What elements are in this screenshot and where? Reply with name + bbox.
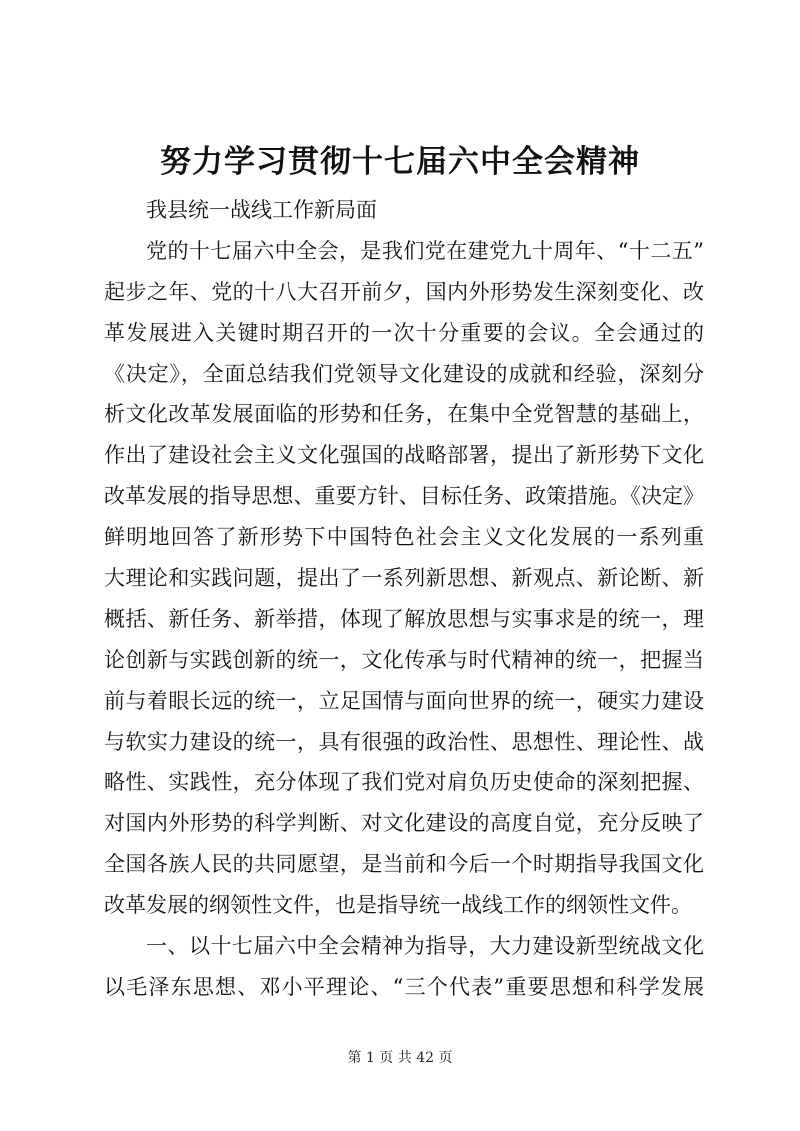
body-line: 改革发展的指导思想、重要方针、目标任务、政策措施。《决定》 [104,484,704,509]
body-line: 概括、新任务、新举措，体现了解放思想与实事求是的统一，理 [104,606,704,631]
subtitle-line: 我县统一战线工作新局面 [146,198,377,222]
body-line: 党的十七届六中全会，是我们党在建党九十周年、“十二五” [146,238,704,263]
page-title: 努力学习贯彻十七届六中全会精神 [160,144,640,180]
body-line: 全国各族人民的共同愿望，是当前和今后一个时期指导我国文化 [104,852,704,877]
body-line: 析文化改革发展面临的形势和任务，在集中全党智慧的基础上， [104,402,704,427]
body-line: 革发展进入关键时期召开的一次十分重要的会议。全会通过的 [104,320,704,345]
body-line: 大理论和实践问题，提出了一系列新思想、新观点、新论断、新 [104,566,704,591]
body-line: 论创新与实践创新的统一，文化传承与时代精神的统一，把握当 [104,647,704,672]
body-line: 《决定》，全面总结我们党领导文化建设的成就和经验，深刻分 [104,361,704,386]
body-line: 起步之年、党的十八大召开前夕，国内外形势发生深刻变化、改 [104,279,704,304]
body-line: 对国内外形势的科学判断、对文化建设的高度自觉，充分反映了 [104,811,704,836]
body-line: 以毛泽东思想、邓小平理论、“三个代表”重要思想和科学发展 [104,974,704,999]
section-heading-line: 一、以十七届六中全会精神为指导，大力建设新型统战文化 [146,934,704,959]
body-line: 前与着眼长远的统一，立足国情与面向世界的统一，硬实力建设 [104,688,704,713]
body-line: 与软实力建设的统一，具有很强的政治性、思想性、理论性、战 [104,729,704,754]
document-body [104,190,704,1008]
body-line: 作出了建设社会主义文化强国的战略部署，提出了新形势下文化 [104,443,704,468]
body-line: 改革发展的纲领性文件，也是指导统一战线工作的纲领性文件。 [104,893,692,918]
page-footer: 第 1 页 共 42 页 [347,1050,453,1066]
body-line: 略性、实践性，充分体现了我们党对肩负历史使命的深刻把握、 [104,770,704,795]
body-line: 鲜明地回答了新形势下中国特色社会主义文化发展的一系列重 [104,525,704,550]
